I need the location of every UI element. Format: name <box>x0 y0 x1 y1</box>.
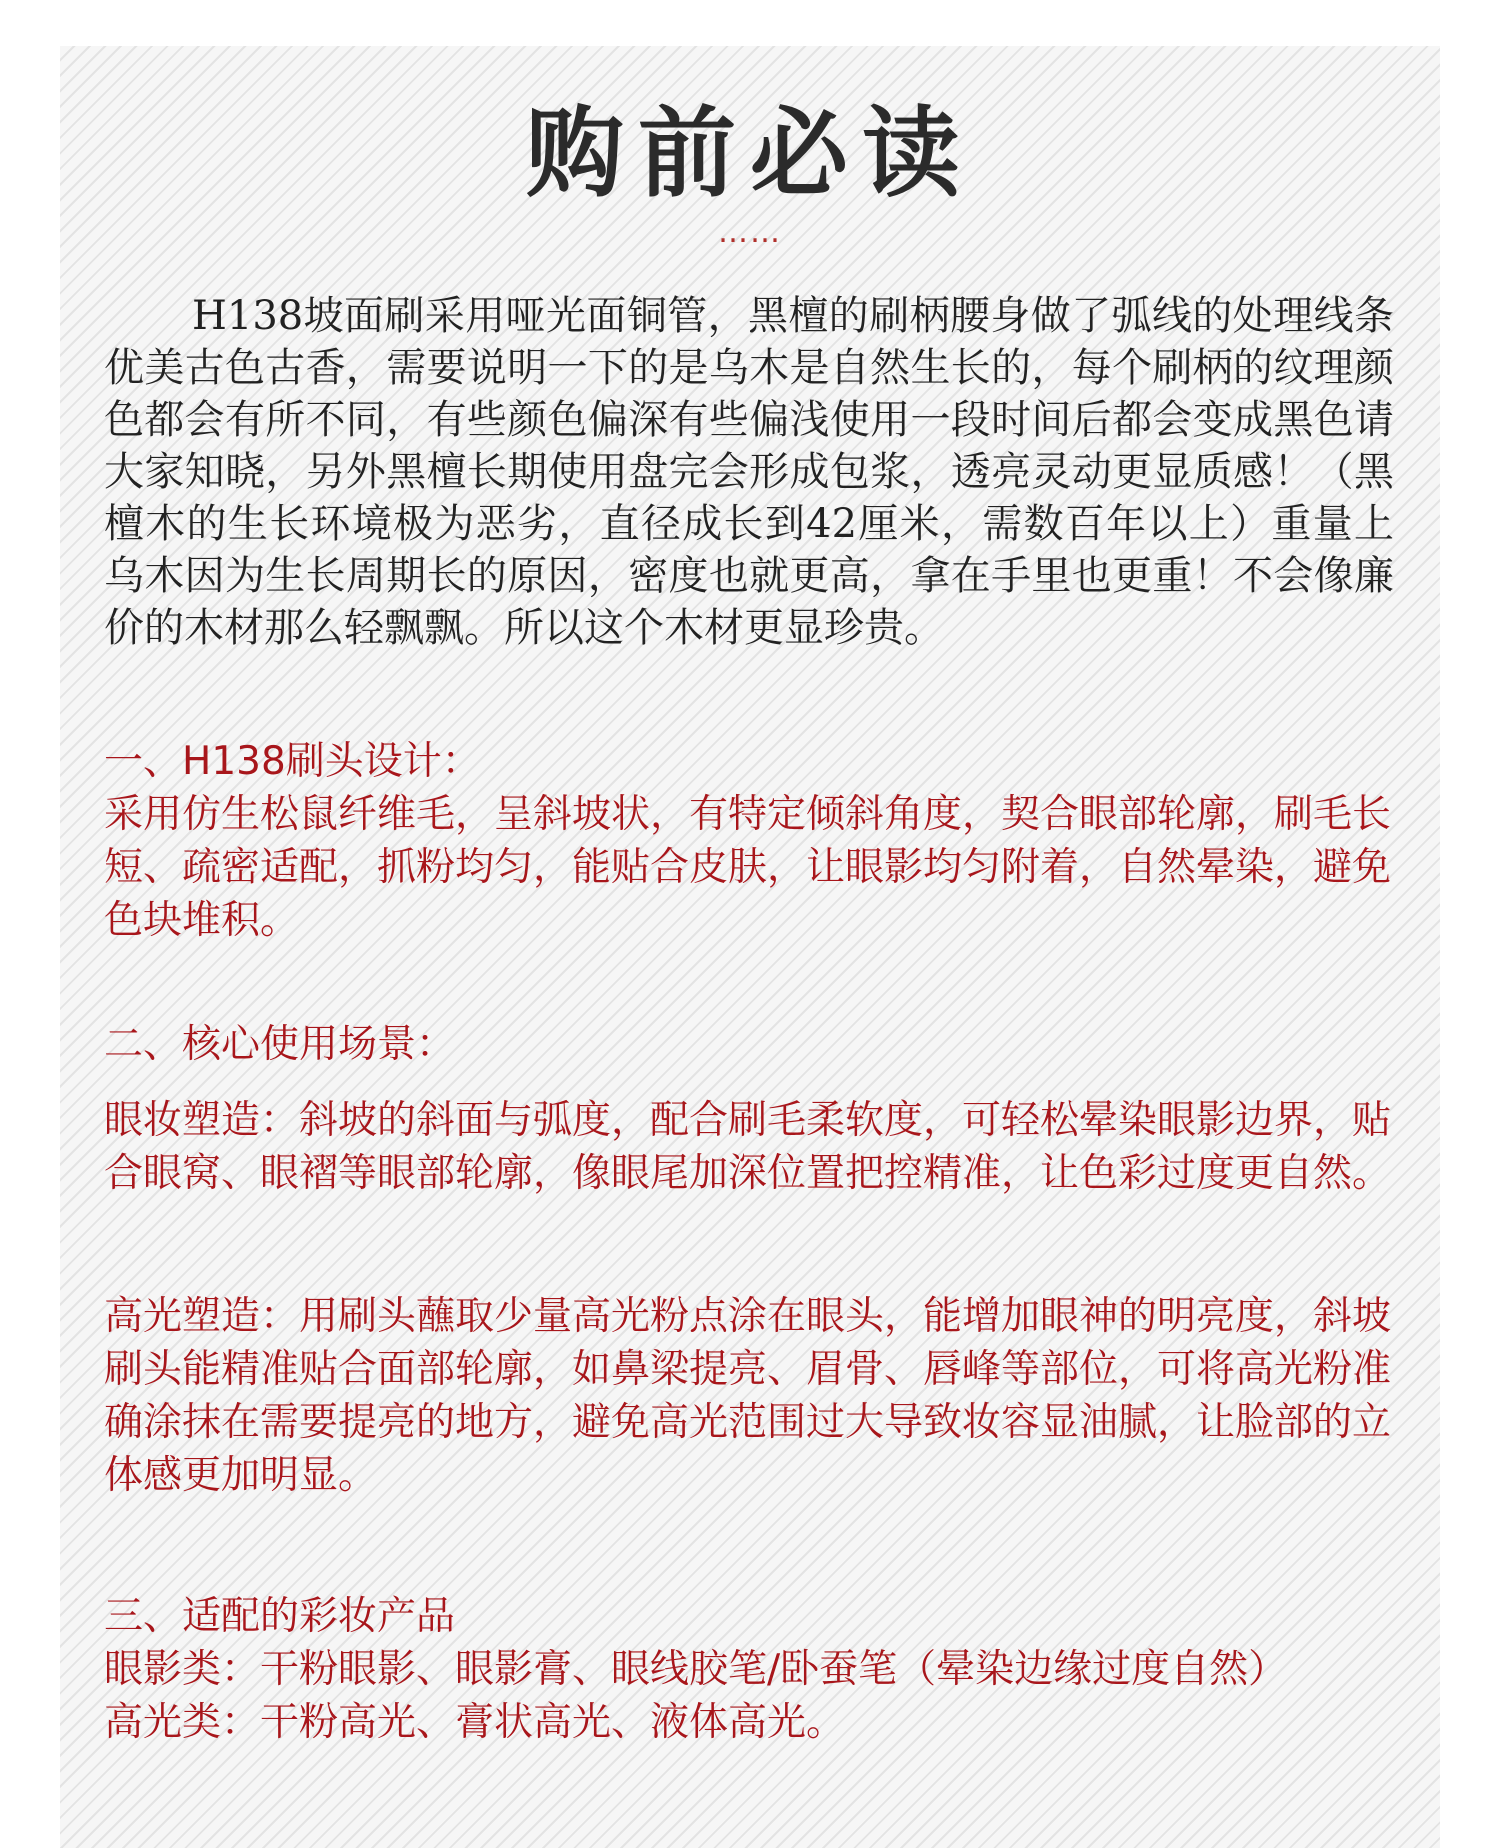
section1-body: 采用仿生松鼠纤维毛，呈斜坡状，有特定倾斜角度，契合眼部轮廓，刷毛长短、疏密适配，抓粉均匀，能贴合皮肤，让眼影均匀附着，自然晕染，避免色块堆积。 <box>104 792 1392 943</box>
section3-heading: 三、适配的彩妆产品 <box>104 1594 456 1639</box>
section2-eye-paragraph: 眼妆塑造：斜坡的斜面与弧度，配合刷毛柔软度，可轻松晕染眼影边界，贴合眼窝、眼褶等眼部轮廓，像眼尾加深位置把控精准，让色彩过度更自然。 <box>104 1098 1392 1196</box>
section2-highlight-paragraph: 高光塑造：用刷头蘸取少量高光粉点涂在眼头，能增加眼神的明亮度，斜坡刷头能精准贴合面部轮廓，如鼻梁提亮、眉骨、唇峰等部位，可将高光粉准确涂抹在需要提亮的地方，避免高光范围过大导致妆容显油腻，让脸部的立体感更加明显。 <box>104 1294 1392 1498</box>
page-title: 购前必读 <box>525 96 974 211</box>
section2-heading: 二、核心使用场景： <box>104 1022 456 1067</box>
intro-paragraph: H138坡面刷采用哑光面铜管，黑檀的刷柄腰身做了弧线的处理线条优美古色古香，需要说明一下的是乌木是自然生长的，每个刷柄的纹理颜色都会有所不同，有些颜色偏深有些偏浅使用一段时间后都会变成黑色请大家知晓，另外黑檀长期使用盘完会形成包浆，透亮灵动更显质感！（黑檀木的生长环境极为恶劣，直径成长到42厘米，需数百年以上）重量上乌木因为生长周期长的原因，密度也就更高，拿在手里也更重！不会像廉价的木材那么轻飘飘。所以这个木材更显珍贵。 <box>104 293 1394 651</box>
section1-heading: 一、H138刷头设计： <box>104 739 481 784</box>
section3-line-eyeshadow: 眼影类：干粉眼影、眼影膏、眼线胶笔/卧蚕笔（晕染边缘过度自然） <box>104 1647 1288 1692</box>
title-divider-dots: …… <box>718 215 782 250</box>
section3-line-highlighter: 高光类：干粉高光、膏状高光、液体高光。 <box>104 1700 846 1745</box>
